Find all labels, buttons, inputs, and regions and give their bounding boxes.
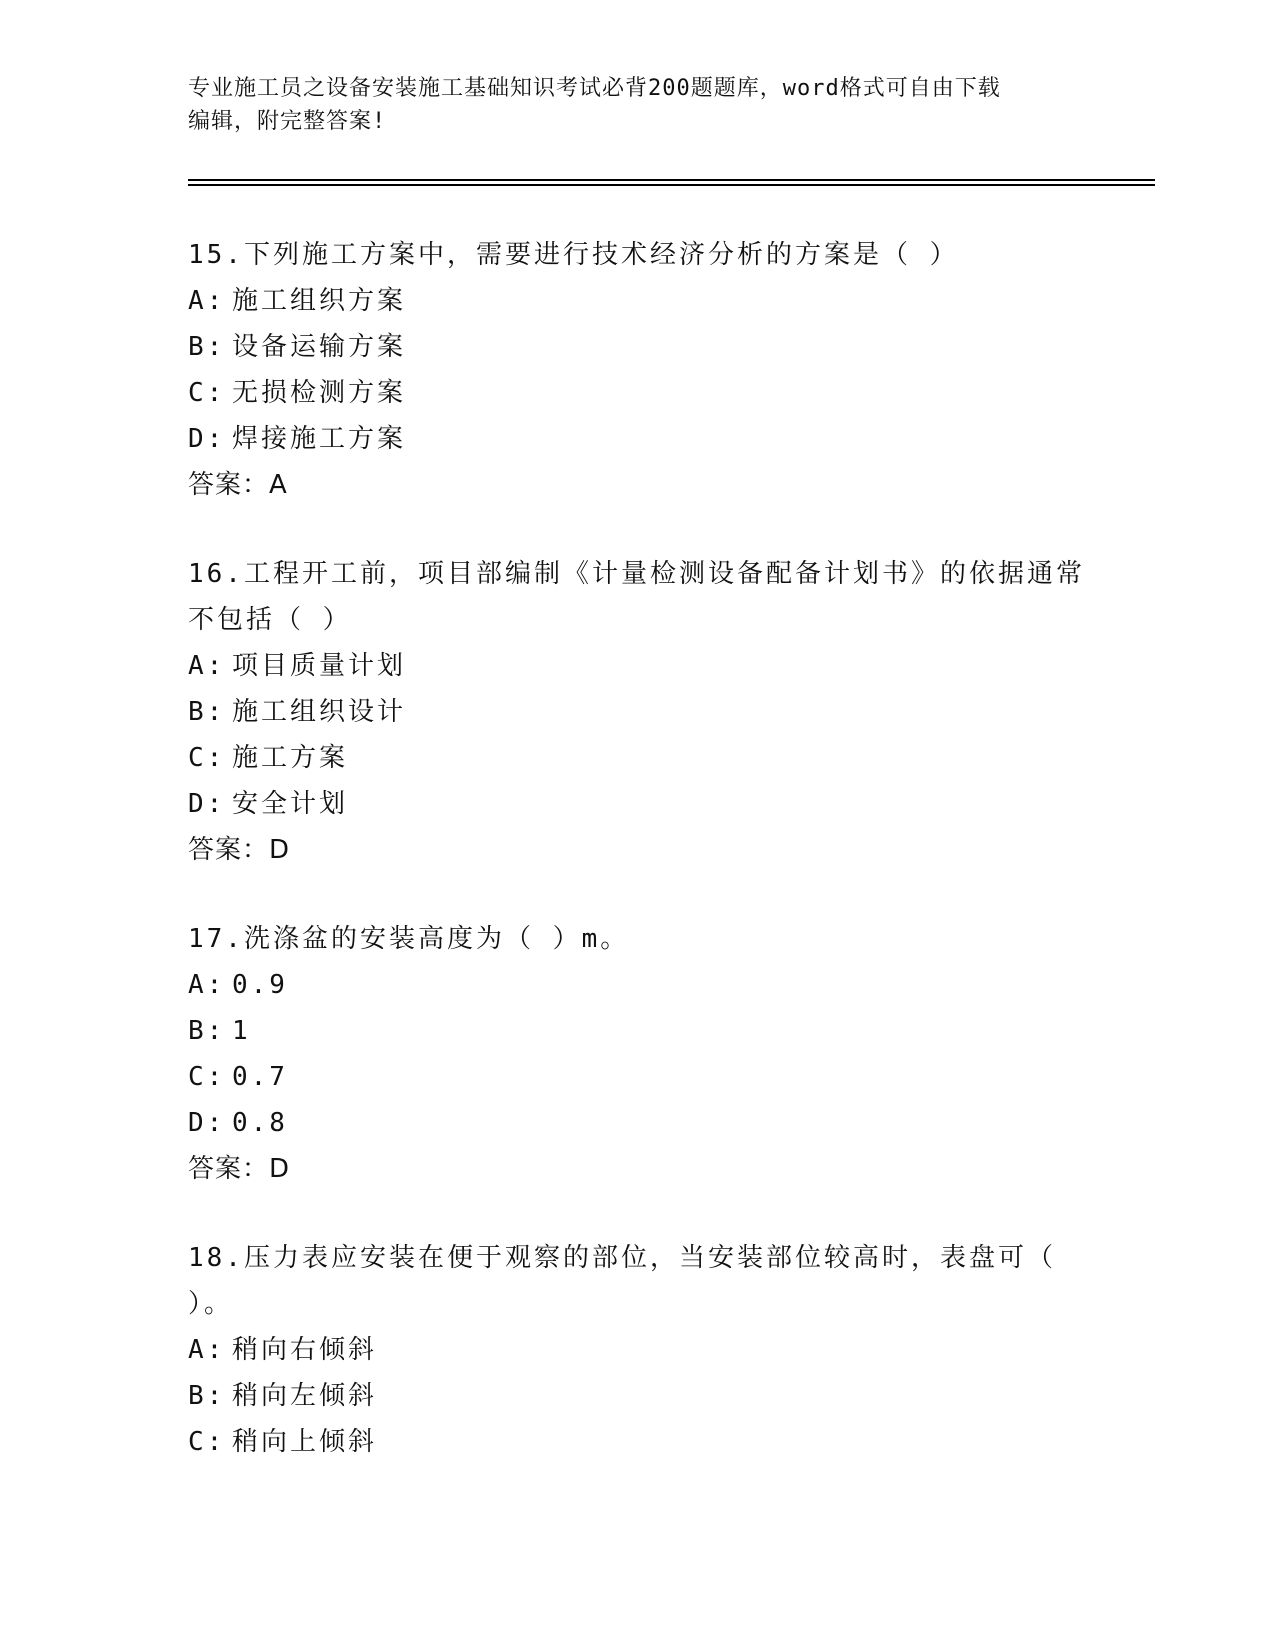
option-c [188, 370, 1088, 416]
question-list [188, 232, 1088, 1508]
option-b [188, 324, 1088, 370]
option-text: 焊接施工方案 [232, 424, 407, 454]
option-key: C: [188, 378, 226, 408]
header-divider-top [188, 179, 1155, 181]
option-key: A: [188, 970, 226, 1000]
option-text: 0.8 [232, 1108, 288, 1138]
option-d [188, 781, 1088, 827]
answer-line: 答案：D [188, 1154, 291, 1184]
question-15 [188, 232, 1088, 508]
header-line-2: 编辑，附完整答案! [188, 109, 387, 134]
option-text: 设备运输方案 [232, 332, 407, 362]
question-18 [188, 1235, 1088, 1465]
option-text: 施工组织方案 [232, 286, 407, 316]
question-text: 15.下列施工方案中，需要进行技术经济分析的方案是（ ） [188, 240, 959, 270]
option-b [188, 1008, 1088, 1054]
question-text: 16.工程开工前，项目部编制《计量检测设备配备计划书》的依据通常 不包括（ ） [188, 559, 1085, 635]
header-divider-bottom [188, 184, 1155, 186]
answer-line: 答案：D [188, 835, 291, 865]
option-key: C: [188, 1062, 226, 1092]
question-16 [188, 551, 1088, 873]
option-key: B: [188, 1381, 226, 1411]
option-b [188, 1373, 1088, 1419]
option-c [188, 1054, 1088, 1100]
option-key: C: [188, 1427, 226, 1457]
option-text: 稍向左倾斜 [232, 1381, 378, 1411]
option-key: D: [188, 424, 226, 454]
option-text: 0.9 [232, 970, 288, 1000]
option-d [188, 1100, 1088, 1146]
option-key: B: [188, 1016, 226, 1046]
document-header [188, 72, 1068, 138]
option-key: A: [188, 286, 226, 316]
option-c [188, 1419, 1088, 1465]
option-key: A: [188, 1335, 226, 1365]
option-b [188, 689, 1088, 735]
option-text: 无损检测方案 [232, 378, 407, 408]
question-17 [188, 916, 1088, 1192]
option-key: B: [188, 697, 226, 727]
option-text: 1 [232, 1016, 251, 1046]
option-key: D: [188, 1108, 226, 1138]
option-text: 安全计划 [232, 789, 349, 819]
option-c [188, 735, 1088, 781]
option-key: A: [188, 651, 226, 681]
option-a [188, 278, 1088, 324]
option-key: B: [188, 332, 226, 362]
option-key: D: [188, 789, 226, 819]
answer-line: 答案：A [188, 470, 288, 500]
option-text: 0.7 [232, 1062, 288, 1092]
option-text: 施工组织设计 [232, 697, 407, 727]
option-a [188, 1327, 1088, 1373]
option-text: 稍向上倾斜 [232, 1427, 378, 1457]
option-a [188, 962, 1088, 1008]
option-text: 项目质量计划 [232, 651, 407, 681]
header-line-1: 专业施工员之设备安装施工基础知识考试必背200题题库，word格式可自由下载 [188, 76, 1001, 101]
option-a [188, 643, 1088, 689]
option-key: C: [188, 743, 226, 773]
question-text: 17.洗涤盆的安装高度为（ ）m。 [188, 924, 630, 954]
question-text: 18.压力表应安装在便于观察的部位，当安装部位较高时，表盘可（ ）。 [188, 1243, 1056, 1319]
option-text: 稍向右倾斜 [232, 1335, 378, 1365]
option-text: 施工方案 [232, 743, 349, 773]
option-d [188, 416, 1088, 462]
